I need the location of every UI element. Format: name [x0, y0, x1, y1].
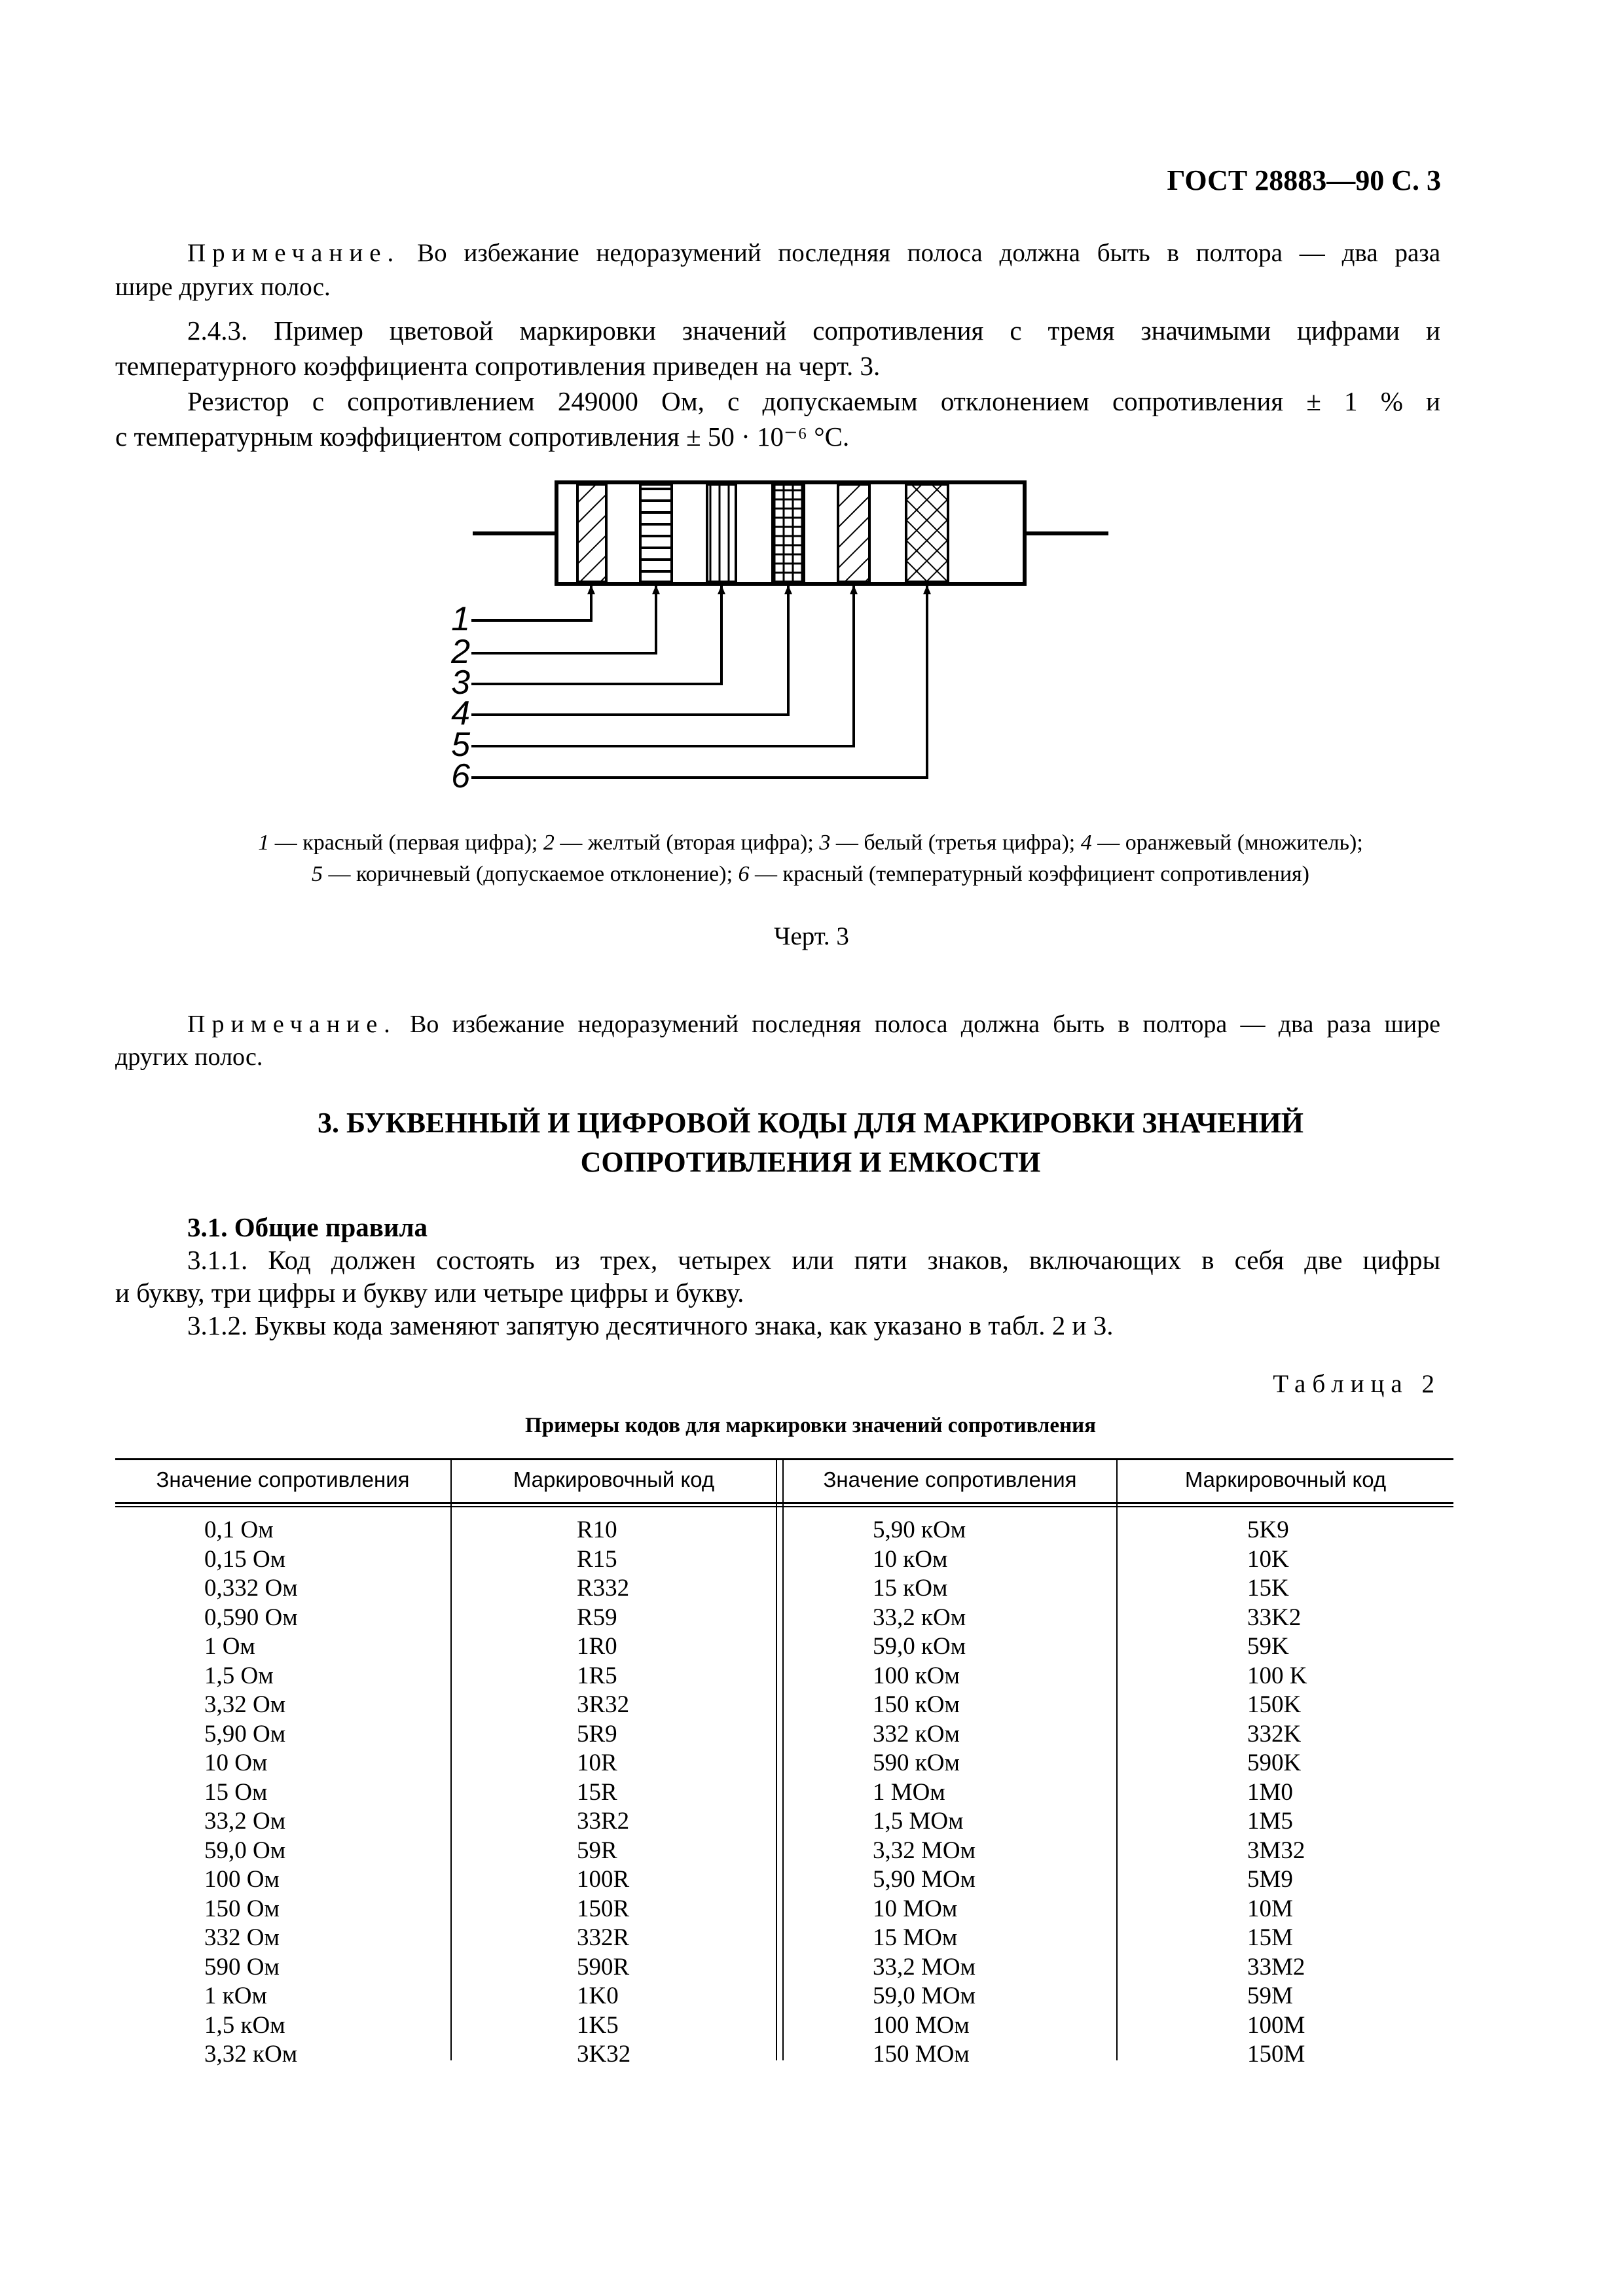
note-continuation: других полос. — [115, 1043, 263, 1071]
note-continuation: шире других полос. — [115, 273, 331, 301]
table-cell: 3R32 — [577, 1691, 630, 1718]
band-label-3: 3 — [451, 664, 470, 702]
band-label-2: 2 — [451, 633, 470, 671]
table-cell: 100R — [577, 1866, 630, 1893]
table-cell: 0,590 Ом — [204, 1604, 298, 1631]
sub-heading: 3.1. Общие правила — [187, 1212, 428, 1242]
para-line: и букву, три цифры и букву или четыре цифры и букву. — [115, 1278, 744, 1308]
leader-line-4 — [471, 586, 788, 715]
table-cell: 59,0 кОм — [873, 1633, 966, 1660]
para-line: 2.4.3. Пример цветовой маркировки значений сопротивления с тремя значимыми цифрами и — [187, 315, 1440, 346]
section-title: 3. БУКВЕННЫЙ И ЦИФРОВОЙ КОДЫ ДЛЯ МАРКИРОВКИ ЗНАЧЕНИЙ СОПРОТИВЛЕНИЯ И ЕМКОСТИ — [317, 1107, 1304, 1178]
table-cell: 332 кОм — [873, 1720, 960, 1748]
table-column-values-right — [873, 1516, 976, 2070]
table-column-codes-left — [577, 1516, 630, 2070]
table-cell: 15K — [1247, 1575, 1289, 1602]
band-1 — [577, 484, 606, 582]
note-label: Примечание. — [187, 1011, 397, 1038]
table-cell: 1 кОм — [204, 1982, 267, 2009]
leader-line-1 — [471, 586, 591, 620]
table-cell: 10K — [1247, 1545, 1289, 1573]
table-cell: 33,2 Ом — [204, 1808, 286, 1835]
table-cell: 332R — [577, 1924, 630, 1951]
note-text: Во избежание недоразумений последняя полоса должна быть в полтора — два раза шире — [410, 1011, 1440, 1038]
table-cell: 590 Ом — [204, 1953, 280, 1981]
table-cell: 150 кОм — [873, 1691, 960, 1718]
figure-legend: 1 — красный (первая цифра); 2 — желтый (вторая цифра); 3 — белый (третья цифра); 4 — оранжевый (множитель); 5 — коричневый (допускаемое отклонение); 6 — красный (температурный коэффициент сопротивления) — [258, 831, 1363, 886]
table-cell: 3,32 МОм — [873, 1837, 976, 1864]
col-divider — [1116, 1458, 1118, 2060]
table-cell: 100 K — [1247, 1662, 1307, 1689]
table-label: Таблица 2 — [1273, 1370, 1441, 1398]
table-header-cell: Значение сопротивления — [823, 1467, 1077, 1492]
leader-line-6 — [471, 586, 927, 778]
note-2 — [115, 1008, 1440, 1073]
para-line: с температурным коэффициентом сопротивления ± 50 · 10⁻⁶ °С. — [115, 422, 850, 452]
table-header-rule-2 — [115, 1506, 1453, 1507]
col-divider — [782, 1458, 784, 2060]
band-label-1: 1 — [451, 600, 470, 638]
table-cell: 3,32 кОм — [204, 2041, 298, 2068]
table-cell: 59K — [1247, 1633, 1289, 1660]
para-line: температурного коэффициента сопротивления приведен на черт. 3. — [115, 351, 881, 381]
resistor-diagram — [0, 0, 1623, 825]
band-3 — [707, 484, 736, 582]
table-cell: 1R5 — [577, 1662, 617, 1689]
band-label-6: 6 — [451, 757, 470, 795]
table-cell: 5,90 Ом — [204, 1720, 286, 1748]
table-cell: 100 кОм — [873, 1662, 960, 1689]
table-cell: 10M — [1247, 1895, 1293, 1922]
table-cell: 100 Ом — [204, 1866, 280, 1893]
table-cell: 1R0 — [577, 1633, 617, 1660]
table-cell: 3M32 — [1247, 1837, 1305, 1864]
table-cell: 15 Ом — [204, 1778, 268, 1806]
table-cell: 15 кОм — [873, 1575, 948, 1602]
table-cell: 33,2 кОм — [873, 1604, 966, 1631]
table-cell: 0,1 Ом — [204, 1516, 274, 1543]
table-column-values-left — [204, 1516, 298, 2070]
leader-line-3 — [471, 586, 721, 684]
para-line: 3.1.2. Буквы кода заменяют запятую десятичного знака, как указано в табл. 2 и 3. — [187, 1310, 1114, 1340]
para-line: 3.1.1. Код должен состоять из трех, четырех или пяти знаков, включающих в себя две цифры — [187, 1245, 1440, 1275]
table-cell: 1K5 — [577, 2011, 619, 2039]
table-cell: 33R2 — [577, 1808, 630, 1835]
table-cell: 150R — [577, 1895, 630, 1922]
band-label-5: 5 — [451, 726, 470, 764]
table-cell: 3,32 Ом — [204, 1691, 286, 1718]
table-cell: 33K2 — [1247, 1604, 1302, 1631]
table-cell: 10 кОм — [873, 1545, 948, 1573]
table-cell: 15M — [1247, 1924, 1293, 1951]
table-cell: 59,0 Ом — [204, 1837, 286, 1864]
table-cell: 59M — [1247, 1982, 1293, 2009]
table-cell: 5,90 кОм — [873, 1516, 966, 1543]
table-header-cell: Маркировочный код — [513, 1467, 715, 1492]
note-text: Во избежание недоразумений последняя полоса должна быть в полтора — два раза — [417, 239, 1441, 267]
table-cell: 590 кОм — [873, 1749, 960, 1776]
table-cell: 1M5 — [1247, 1808, 1293, 1835]
table-cell: 100 МОм — [873, 2011, 970, 2039]
table-cell: 5,90 МОм — [873, 1866, 976, 1893]
table-header-rule — [115, 1502, 1453, 1504]
table-cell: 590K — [1247, 1749, 1302, 1776]
section-3-1 — [115, 1211, 1440, 1342]
page-header: ГОСТ 28883—90 С. 3 — [1167, 164, 1441, 196]
table-cell: 332 Ом — [204, 1924, 280, 1951]
table-cell: 0,332 Ом — [204, 1575, 298, 1602]
table-cell: 59,0 МОм — [873, 1982, 976, 2009]
band-label-4: 4 — [451, 694, 470, 732]
table-cell: 59R — [577, 1837, 617, 1864]
table-cell: 1M0 — [1247, 1778, 1293, 1806]
table-cell: R15 — [577, 1545, 617, 1573]
table-cell: 590R — [577, 1953, 630, 1981]
table-cell: 10R — [577, 1749, 617, 1776]
table-cell: 10 Ом — [204, 1749, 268, 1776]
table-cell: 5M9 — [1247, 1866, 1293, 1893]
table-cell: 150K — [1247, 1691, 1302, 1718]
table-cell: 1 Ом — [204, 1633, 255, 1660]
col-divider — [450, 1458, 452, 2060]
table-cell: 33,2 МОм — [873, 1953, 976, 1981]
table-cell: 150 Ом — [204, 1895, 280, 1922]
table-cell: 3K32 — [577, 2041, 631, 2068]
table-header-cell: Значение сопротивления — [156, 1467, 410, 1492]
leader-line-5 — [471, 586, 854, 746]
table-cell: 150 МОм — [873, 2041, 970, 2068]
table-cell: 15R — [577, 1778, 617, 1806]
note-label: Примечание. — [187, 239, 401, 267]
table-cell: R59 — [577, 1604, 617, 1631]
band-5 — [838, 484, 869, 582]
table-cell: 100M — [1247, 2011, 1305, 2039]
table-cell: 5R9 — [577, 1720, 617, 1748]
table-cell: 15 МОм — [873, 1924, 958, 1951]
table-cell: 1K0 — [577, 1982, 619, 2009]
band-6 — [906, 484, 948, 582]
table-cell: 0,15 Ом — [204, 1545, 286, 1573]
table-cell: 10 МОм — [873, 1895, 958, 1922]
table-cell: 150M — [1247, 2041, 1305, 2068]
table-cell: 1,5 Ом — [204, 1662, 274, 1689]
table-column-codes-right — [1247, 1516, 1307, 2070]
col-divider — [776, 1458, 777, 2060]
table-cell: 5K9 — [1247, 1516, 1289, 1543]
table-cell: 1,5 МОм — [873, 1808, 964, 1835]
table-cell: 1,5 кОм — [204, 2011, 285, 2039]
figure-caption: Черт. 3 — [774, 922, 849, 950]
table-cell: R10 — [577, 1516, 617, 1543]
table-top-rule — [115, 1458, 1453, 1460]
table-cell: R332 — [577, 1575, 630, 1602]
band-2 — [640, 484, 672, 582]
table-header-cell: Маркировочный код — [1184, 1467, 1387, 1492]
band-4 — [773, 484, 804, 582]
table-cell: 33M2 — [1247, 1953, 1305, 1981]
table-title: Примеры кодов для маркировки значений сопротивления — [525, 1414, 1096, 1437]
table-cell: 332K — [1247, 1720, 1302, 1748]
table-cell: 1 МОм — [873, 1778, 945, 1806]
para-line: Резистор с сопротивлением 249000 Ом, с допускаемым отклонением сопротивления ± 1 % и — [187, 386, 1440, 416]
